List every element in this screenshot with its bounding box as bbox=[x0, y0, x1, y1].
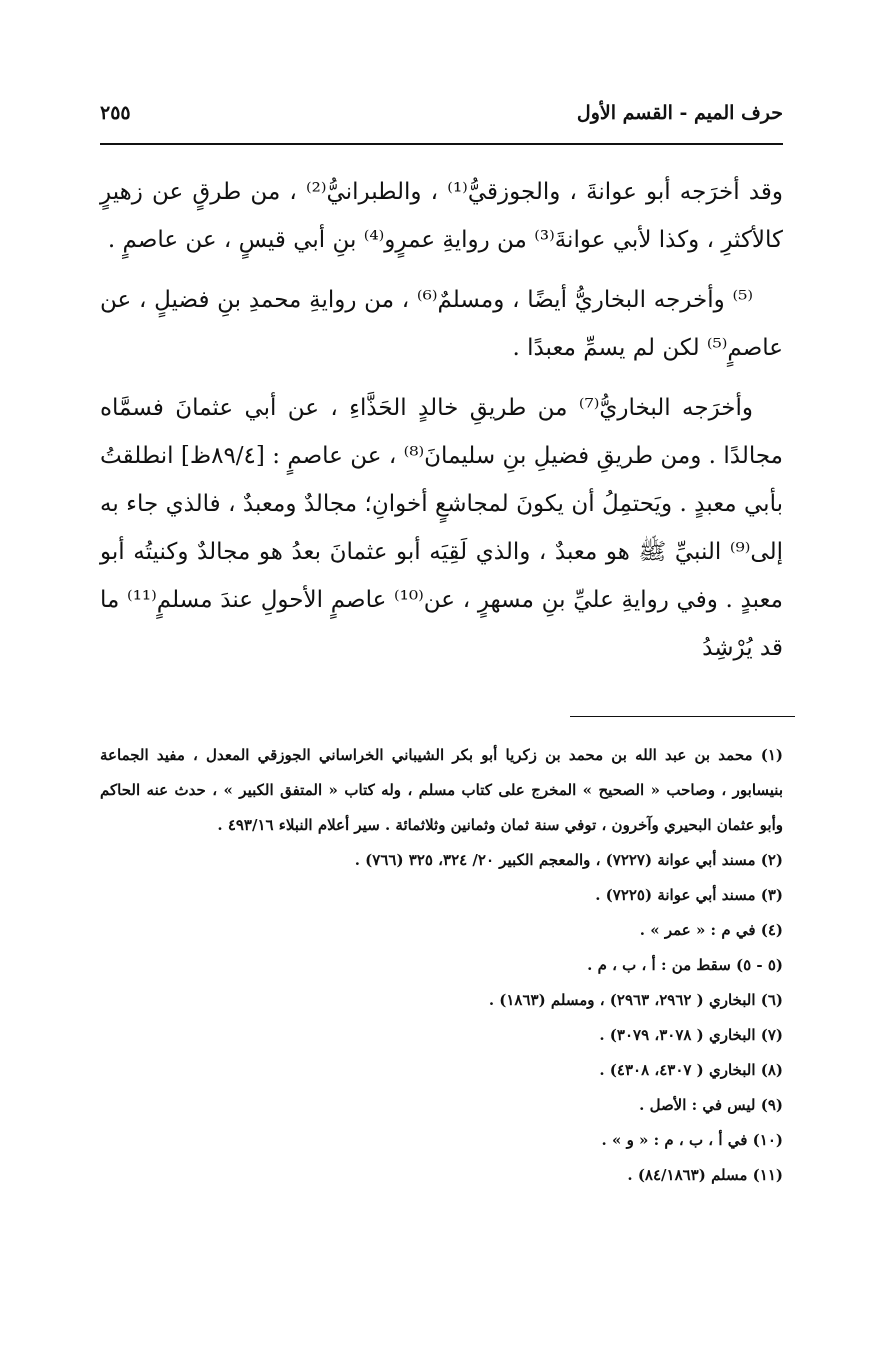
main-text bbox=[100, 168, 783, 684]
header-title: حرف الميم - القسم الأول bbox=[576, 102, 783, 124]
footnote-7: (٧) البخاري ( ٣٠٧٨، ٣٠٧٩) . bbox=[599, 1026, 783, 1044]
footnote-8: (٨) البخاري ( ٤٣٠٧، ٤٣٠٨) . bbox=[599, 1061, 783, 1079]
footnote-3: (٣) مسند أبي عوانة (٧٢٢٥) . bbox=[595, 886, 783, 904]
header-rule bbox=[100, 143, 783, 145]
paragraph-3: وأخرَجه البخاريُّ⁽⁷⁾ من طريقِ خالدٍ الحَذَّاءِ ، عن أبي عثمانَ فسمَّاه مجالدًا . ومن طريقِ فضيلِ بنِ سليمانَ⁽⁸⁾ ، عن عاصمٍ : [٨٩/٤ظ] انطلقتُ بأبي معبدٍ . ويَحتمِلُ أن يكونَ لمجاشعٍ أخوانِ؛ مجالدٌ ومعبدٌ ، فالذي جاء به إلى⁽⁹⁾ النبيِّ ﷺ هو معبدٌ ، والذي لَقِيَه أبو عثمانَ بعدُ هو مجالدٌ وكنيتُه أبو معبدٍ . وفي روايةِ عليِّ بنِ مسهرٍ ، عن⁽¹⁰⁾ عاصمٍ الأحولِ عندَ مسلمٍ⁽¹¹⁾ ما قد يُرْشِدُ bbox=[100, 395, 783, 661]
paragraph-1: وقد أخرَجه أبو عوانةَ ، والجوزقيُّ⁽¹⁾ ، والطبرانيُّ⁽²⁾ ، من طرقٍ عن زهيرٍ كالأكثرِ ، وكذا لأبي عوانةَ⁽³⁾ من روايةِ عمرٍو⁽⁴⁾ بنِ أبي قيسٍ ، عن عاصمٍ . bbox=[100, 179, 783, 253]
paragraph-2: ⁽⁵⁾ وأخرجه البخاريُّ أيضًا ، ومسلمٌ⁽⁶⁾ ، من روايةِ محمدِ بنِ فضيلٍ ، عن عاصمٍ⁽⁵⁾ لكن لم يسمِّ معبدًا . bbox=[100, 287, 783, 361]
footnote-11: (١١) مسلم (٨٤/١٨٦٣) . bbox=[627, 1166, 783, 1184]
footnote-5: (٥ - ٥) سقط من : أ ، ب ، م . bbox=[587, 956, 783, 974]
footnote-2: (٢) مسند أبي عوانة (٧٢٢٧) ، والمعجم الكبير ٢٠/ ٣٢٤، ٣٢٥ (٧٦٦) . bbox=[354, 851, 783, 869]
running-header bbox=[100, 96, 783, 136]
footnotes bbox=[100, 738, 783, 1193]
footnote-6: (٦) البخاري ( ٢٩٦٢، ٢٩٦٣) ، ومسلم (١٨٦٣) . bbox=[488, 991, 783, 1009]
footnote-4: (٤) في م : « عمر » . bbox=[639, 921, 783, 939]
footnote-1: (١) محمد بن عبد الله بن محمد بن زكريا أبو بكر الشيباني الخراساني الجوزقي المعدل ، مفيد الجماعة بنيسابور ، وصاحب « الصحيح » المخرج على كتاب مسلم ، وله كتاب « المتفق الكبير » ، حدث عنه الحاكم وأبو عثمان البحيري وآخرون ، توفي سنة ثمان وثمانين وثلاثمائة . سير أعلام النبلاء ٤٩٣/١٦ . bbox=[100, 746, 783, 834]
footnote-separator bbox=[570, 716, 795, 717]
footnote-9: (٩) ليس في : الأصل . bbox=[639, 1096, 783, 1114]
page-number: ٢٥٥ bbox=[100, 102, 131, 124]
footnote-10: (١٠) في أ ، ب ، م : « و » . bbox=[601, 1131, 783, 1149]
